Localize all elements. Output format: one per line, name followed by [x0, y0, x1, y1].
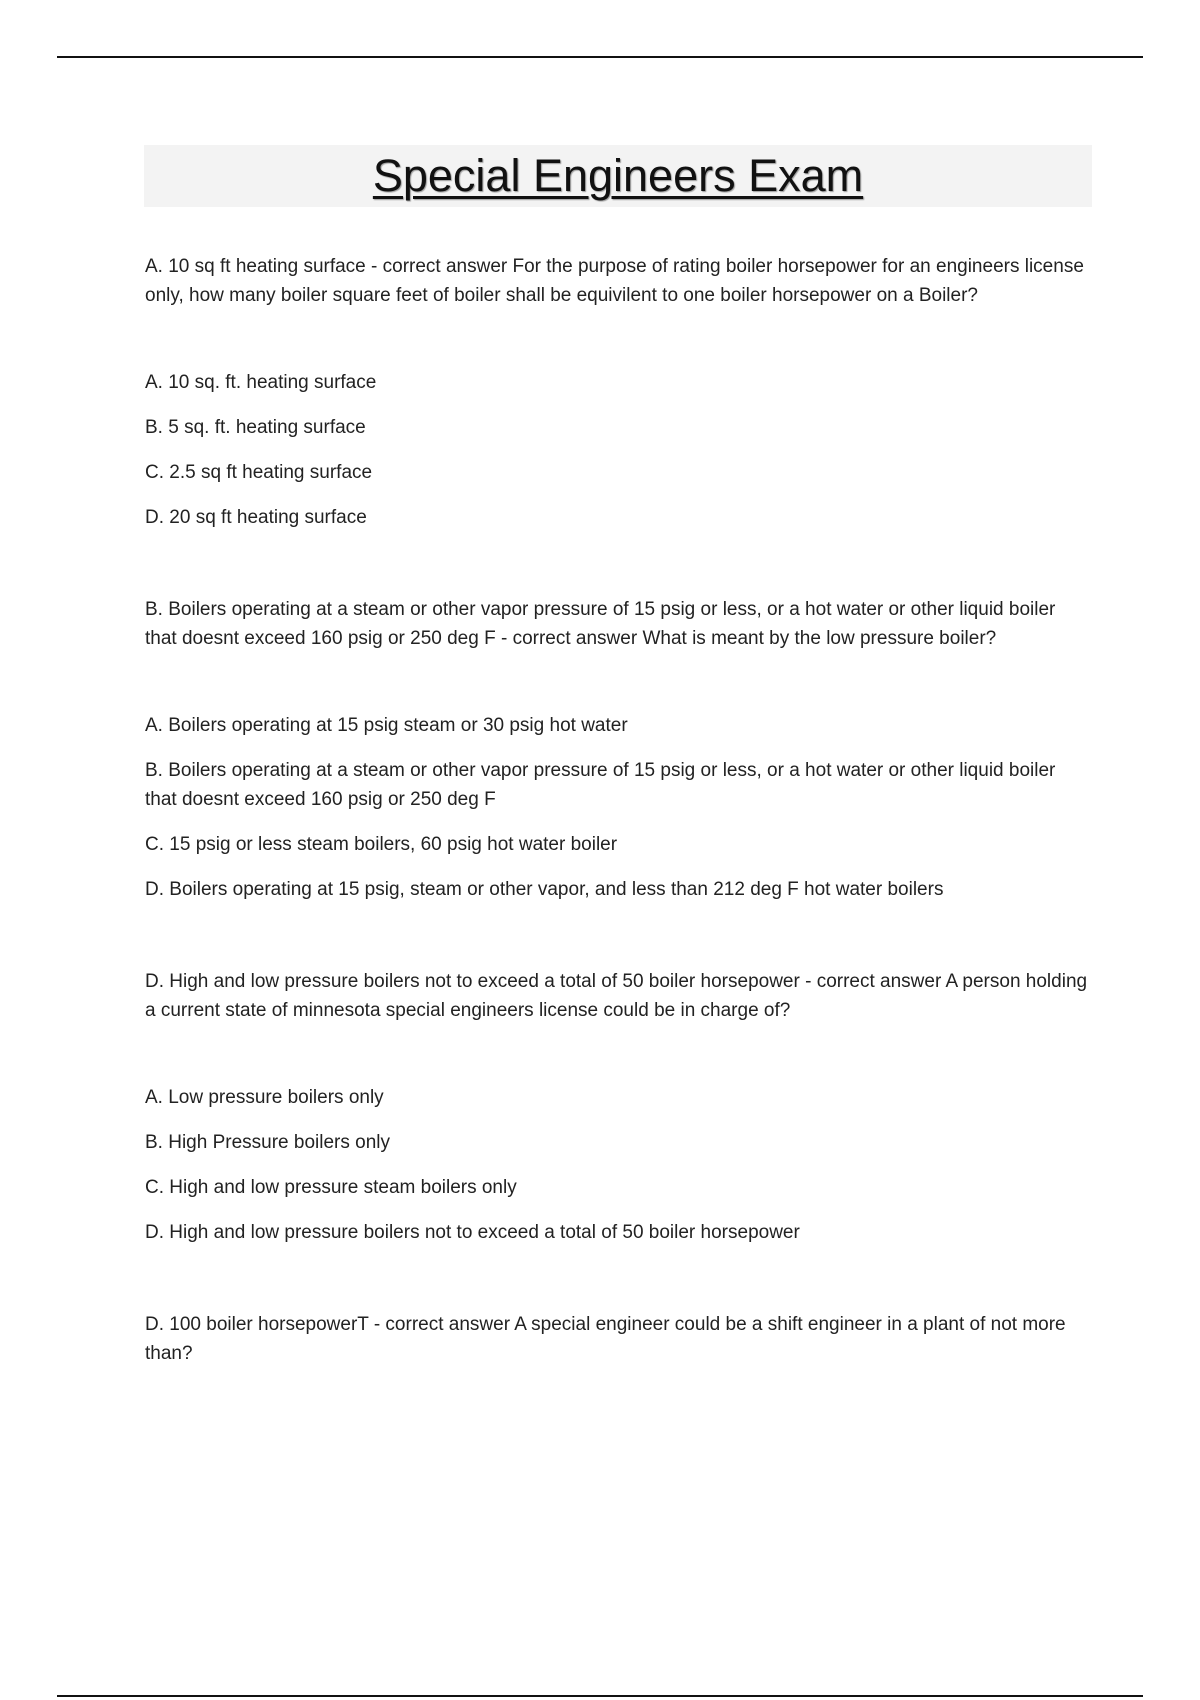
question-text: D. High and low pressure boilers not to exceed a total of 50 boiler horsepower - correct answer A person holding a current state of minnesota special engineers license could be in charge of?: [145, 971, 1088, 1021]
option-list: [145, 711, 1090, 904]
option-item: A. Boilers operating at 15 psig steam or 30 psig hot water: [145, 715, 628, 736]
bottom-rule: [57, 1695, 1143, 1697]
question-text: B. Boilers operating at a steam or other vapor pressure of 15 psig or less, or a hot water or other liquid boiler that doesnt exceed 160 psig or 250 deg F - correct answer What is meant by the low pressure boiler?: [145, 599, 1056, 649]
option-item: A. Low pressure boilers only: [145, 1087, 384, 1108]
option-list: [145, 1083, 1090, 1247]
document-title: Special Engineers Exam: [372, 150, 864, 201]
option-item: B. High Pressure boilers only: [145, 1132, 390, 1153]
option-item: D. High and low pressure boilers not to exceed a total of 50 boiler horsepower: [145, 1222, 800, 1243]
question-block-2: [145, 595, 1090, 904]
question-text: A. 10 sq ft heating surface - correct answer For the purpose of rating boiler horsepower for an engineers license only, how many boiler square feet of boiler shall be equivilent to one boiler horsepower on a Boiler?: [145, 256, 1084, 306]
option-item: A. 10 sq. ft. heating surface: [145, 372, 377, 393]
question-block-1: [145, 252, 1090, 532]
question-block-4: [145, 1310, 1090, 1368]
option-item: C. 15 psig or less steam boilers, 60 psig hot water boiler: [145, 834, 618, 855]
option-item: B. Boilers operating at a steam or other vapor pressure of 15 psig or less, or a hot water or other liquid boiler that doesnt exceed 160 psig or 250 deg F: [145, 760, 1056, 810]
option-item: C. 2.5 sq ft heating surface: [145, 462, 373, 483]
question-text: D. 100 boiler horsepowerT - correct answer A special engineer could be a shift engineer in a plant of not more than?: [145, 1314, 1066, 1364]
option-item: C. High and low pressure steam boilers only: [145, 1177, 517, 1198]
option-item: D. 20 sq ft heating surface: [145, 507, 367, 528]
title-band: [144, 145, 1092, 207]
option-item: D. Boilers operating at 15 psig, steam or other vapor, and less than 212 deg F hot water boilers: [145, 879, 944, 900]
option-list: [145, 368, 1090, 532]
top-rule: [57, 56, 1143, 58]
question-block-3: [145, 967, 1090, 1247]
option-item: B. 5 sq. ft. heating surface: [145, 417, 366, 438]
document-body: [145, 252, 1090, 1368]
